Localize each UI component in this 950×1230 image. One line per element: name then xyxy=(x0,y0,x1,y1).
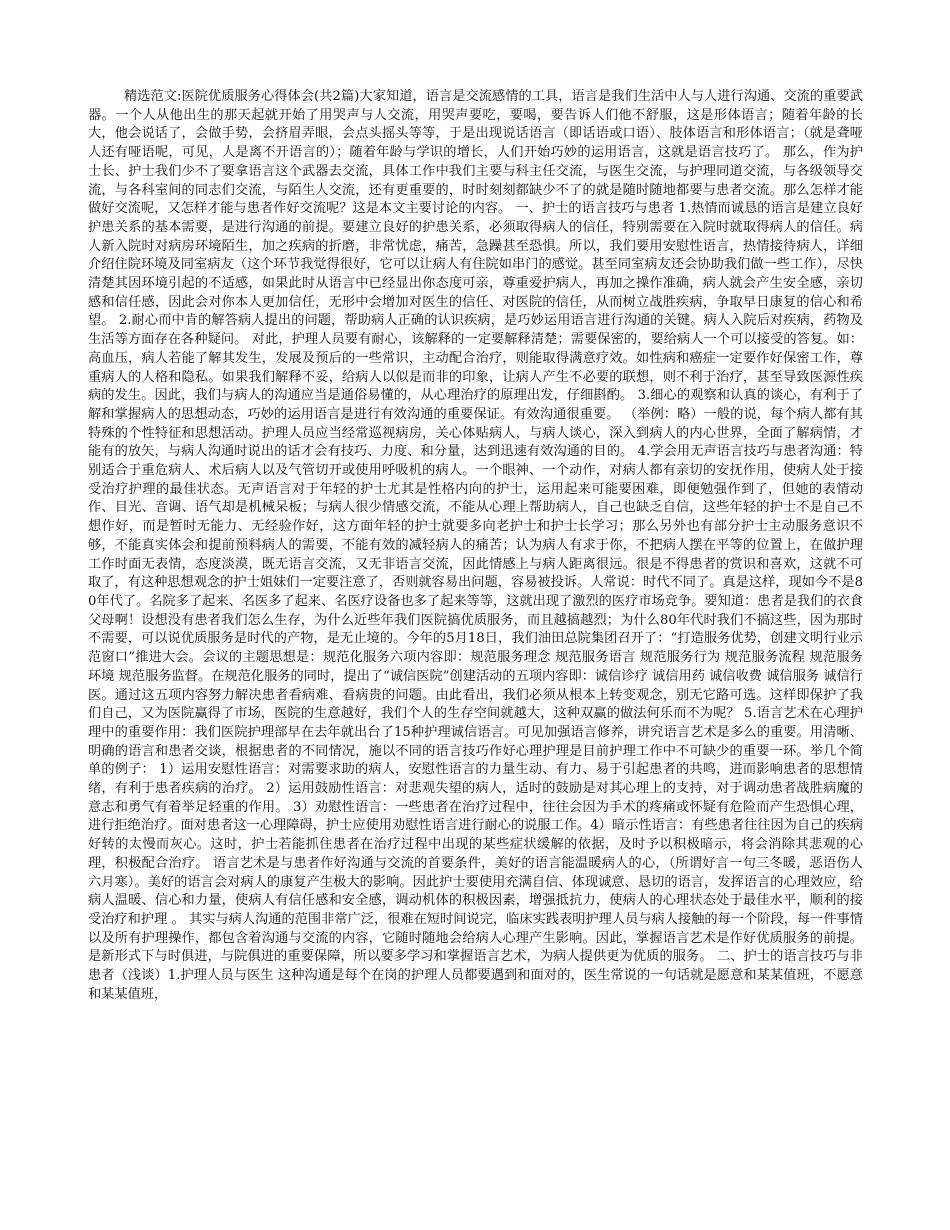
document-page xyxy=(88,88,863,1168)
document-body-text: 精选范文:医院优质服务心得体会(共2篇)大家知道，语言是交流感情的工具，语言是我们生活中人与人进行沟通、交流的重要武器。一个人从他出生的那天起就开始了用哭声与人交流，用哭声要吃，要喝，要告诉人们他不舒服，这是形体语言；随着年龄的长大，他会说话了，会做手势，会挤眉弄眼，会点头摇头等等，于是出现说话语言（即话语或口语）、肢体语言和形体语言；（就是聋哑人还有哑语呢，可见，人是离不开语言的）；随着年龄与学识的增长，人们开始巧妙的运用语言，这就是语言技巧了。 那么，作为护士长、护士我们少不了要拿语言这个武器去交流，具体工作中我们主要与科主任交流，与医生交流，与护理同道交流，与各级领导交流，与各科室间的同志们交流，与陌生人交流，还有更重要的，时时刻刻都缺少不了的就是随时随地都要与患者交流。那么怎样才能做好交流呢，又怎样才能与患者作好交流呢？这是本文主要讨论的内容。 一、护士的语言技巧与患者 1.热情而诚恳的语言是建立良好护患关系的基本需要，是进行沟通的前提。要建立良好的护患关系，必须取得病人的信任，特别需要在入院时就取得病人的信任。病人新入院时对病房环境陌生，加之疾病的折磨，非常忧虑，痛苦，急躁甚至恐惧。所以，我们要用安慰性语言，热情接待病人，详细介绍住院环境及同室病友（这个环节我觉得很好，它可以让病人有住院如串门的感觉。甚至同室病友还会协助我们做一些工作），尽快清楚其因环境引起的不适感，如果此时从语言中已经显出你态度可亲，尊重爱护病人，再加之操作准确，病人就会产生安全感，亲切感和信任感，因此会对你本人更加信任，无形中会增加对医生的信任、对医院的信任，从而树立战胜疾病，争取早日康复的信心和希望。 2.耐心而中肯的解答病人提出的问题，帮助病人正确的认识疾病，是巧妙运用语言进行沟通的关键。病人入院后对疾病，药物及生活等方面存在各种疑问。 对此，护理人员要有耐心，该解释的一定要解释清楚；需要保密的，要给病人一个可以接受的答复。如：高血压，病人若能了解其发生，发展及预后的一些常识，主动配合治疗，则能取得满意疗效。如性病和癌症一定要作好保密工作，尊重病人的人格和隐私。如果我们解释不妥，给病人以似是而非的印象，让病人产生不必要的联想，则不利于治疗，甚至导致医源性疾病的发生。因此，我们与病人的沟通应当是通俗易懂的，从心理治疗的原理出发，仔细斟酌。 3.细心的观察和认真的谈心，有利于了解和掌握病人的思想动态，巧妙的运用语言是进行有效沟通的重要保证。有效沟通很重要。 （举例：略）一般的说，每个病人都有其特殊的个性特征和思想活动。护理人员应当经常巡视病房，关心体贴病人，与病人谈心，深入到病人的内心世界，全面了解病情，才能有的放矢，与病人沟通时说出的话才会有技巧、力度、和分量，达到迅速有效沟通的目的。 4.学会用无声语言技巧与患者沟通：特别适合于重危病人、术后病人以及气管切开或使用呼吸机的病人。一个眼神、一个动作，对病人都有亲切的安抚作用，使病人处于接受治疗护理的最佳状态。无声语言对于年轻的护士尤其是性格内向的护士，运用起来可能要困难，即便勉强作到了，但她的表情动作、目光、音调、语气却是机械呆板；与病人很少情感交流，不能从心理上帮助病人，自己也缺乏自信，这些年轻的护士不是自己不想作好，而是暂时无能力、无经验作好，这方面年轻的护士就要多向老护士和护士长学习；那么另外也有部分护士主动服务意识不够，不能真实体会和提前预料病人的需要，不能有效的减轻病人的痛苦；认为病人有求于你，不把病人摆在平等的位置上，在做护理工作时面无表情，态度淡漠，既无语言交流，又无非语言交流，因此情感上与病人距离很远。很是不得患者的赏识和喜欢，这就不可取了，有这种思想观念的护士姐妹们一定要注意了，否则就容易出问题，容易被投诉。人常说：时代不同了。真是这样，现如今不是80年代了。名院多了起来、名医多了起来、名医疗设备也多了起来等等，这就出现了激烈的医疗市场竞争。要知道：患者是我们的衣食父母啊！设想没有患者我们怎么生存，为什么近些年我们医院搞优质服务，而且越搞越烈；为什么80年代时我们不搞这些，因为那时不需要，可以说优质服务是时代的产物，是无止境的。今年的5月18日，我们油田总院集团召开了：“打造服务优势，创建文明行业示范窗口”推进大会。会议的主题思想是：规范化服务六项内容即：规范服务理念 规范服务语言 规范服务行为 规范服务流程 规范服务环境 规范服务监督。在规范化服务的同时，提出了“诚信医院”创建活动的五项内容即：诚信诊疗 诚信用药 诚信收费 诚信服务 诚信行医。通过这五项内容努力解决患者看病难、看病贵的问题。由此看出，我们必须从根本上转变观念，别无它路可选。这样即保护了我们自己，又为医院赢得了市场，医院的生意越好，我们个人的生存空间就越大，这种双赢的做法何乐而不为呢？ 5.语言艺术在心理护理中的重要作用：我们医院护理部早在去年就出台了15种护理诚信语言。可见加强语言修养，讲究语言艺术是多么的重要。用清晰、明确的语言和患者交谈，根据患者的不同情况，施以不同的语言技巧作好心理护理是目前护理工作中不可缺少的重要一环。举几个简单的例子： 1）运用安慰性语言：对需要求助的病人，安慰性语言的力量生动、有力、易于引起患者的共鸣，进而影响患者的思想情绪，有利于患者疾病的治疗。 2）运用鼓励性语言：对悲观失望的病人，适时的鼓励是对其心理上的支持，对于调动患者战胜病魔的意志和勇气有着举足轻重的作用。 3）劝慰性语言：一些患者在治疗过程中，往往会因为手术的疼痛或怀疑有危险而产生恐惧心理，进行拒绝治疗。面对患者这一心理障碍，护士应使用劝慰性语言进行耐心的说服工作。4）暗示性语言：有些患者往往因为自己的疾病好转的太慢而灰心。这时，护士若能抓住患者在治疗过程中出现的某些症状缓解的依据，及时予以积极暗示，将会消除其悲观的心理，积极配合治疗。 语言艺术是与患者作好沟通与交流的首要条件，美好的语言能温暖病人的心，（所谓好言一句三冬暖，恶语伤人六月寒）。美好的语言会对病人的康复产生极大的影响。因此护士要使用充满自信、体现诚意、恳切的语言，发挥语言的心理效应，给病人温暖、信心和力量，使病人有信任感和安全感，调动机体的积极因素，增强抵抗力，使病人的心理状态处于最佳水平，顺利的接受治疗和护理 。 其实与病人沟通的范围非常广泛，很难在短时间说完，临床实践表明护理人员与病人接触的每一个阶段，每一件事情以及所有护理操作，都包含着沟通与交流的内容，它随时随地会给病人心理产生影响。因此，掌握语言艺术是作好优质服务的前提。是新形式下与时俱进，与院俱进的重要保障，所以要多学习和掌握语言艺术，为病人提供更为优质的服务。 二、护士的语言技巧与非患者（浅谈）1.护理人员与医生 这种沟通是每个在岗的护理人员都要遇到和面对的，医生常说的一句话就是愿意和某某值班，不愿意和某某值班， xyxy=(88,89,863,1002)
